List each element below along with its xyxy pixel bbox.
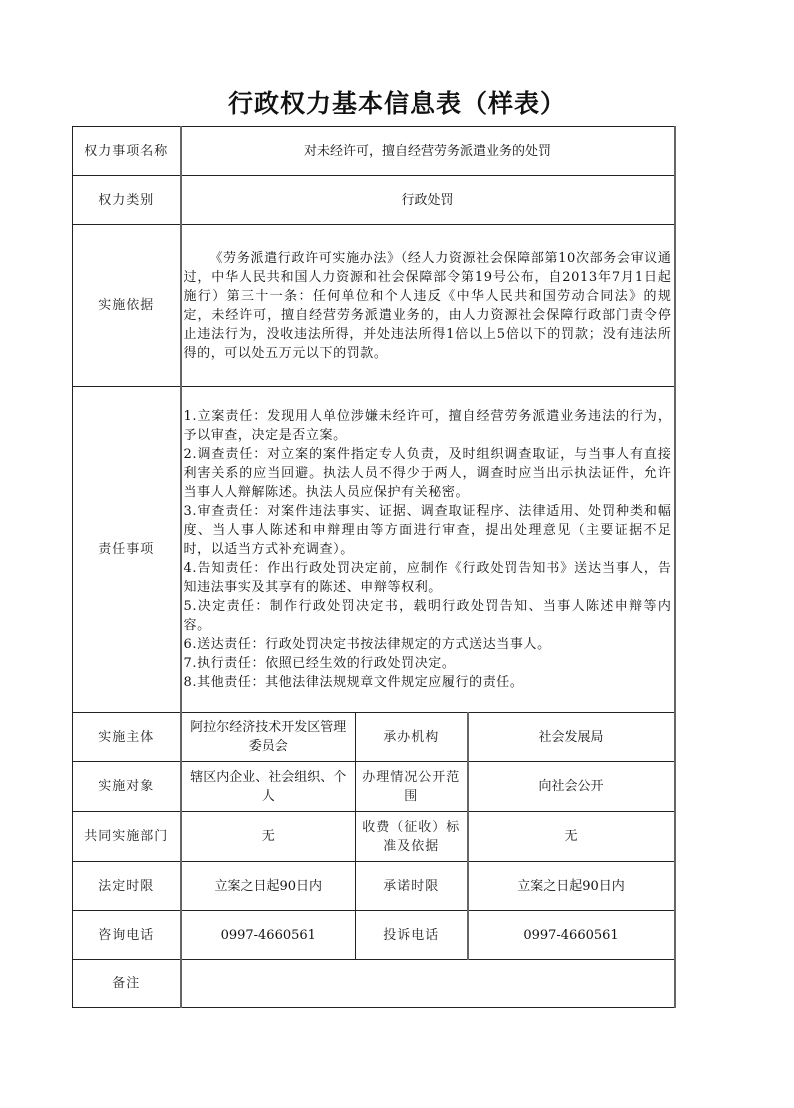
fee-label: 收费（征收）标准及依据 — [356, 812, 468, 862]
item-name-label: 权力事项名称 — [73, 127, 181, 176]
fee-value: 无 — [468, 812, 675, 862]
basis-label: 实施依据 — [73, 225, 181, 387]
row-category — [73, 176, 675, 225]
row-joint — [73, 812, 675, 862]
legal-time-limit-label: 法定时限 — [73, 862, 181, 911]
page-title: 行政权力基本信息表（样表） — [227, 89, 566, 118]
row-duties — [73, 387, 675, 713]
duty-item: 5.决定责任：制作行政处罚决定书，载明行政处罚告知、当事人陈述申辩等内容。 — [183, 599, 672, 633]
disclosure-label: 办理情况公开范围 — [356, 762, 468, 812]
duties-label: 责任事项 — [73, 387, 181, 713]
category-value: 行政处罚 — [181, 176, 675, 225]
consult-phone-label: 咨询电话 — [73, 911, 181, 960]
complaint-phone-value: 0997-4660561 — [468, 911, 675, 960]
legal-time-limit-value: 立案之日起90日内 — [181, 862, 356, 911]
row-phone — [73, 911, 675, 960]
row-basis — [73, 225, 675, 387]
remark-label: 备注 — [73, 960, 181, 1008]
promised-time-limit-value: 立案之日起90日内 — [468, 862, 675, 911]
handling-org-value: 社会发展局 — [468, 713, 675, 762]
item-name-value: 对未经许可，擅自经营劳务派遣业务的处罚 — [181, 127, 675, 176]
consult-phone-value: 0997-4660561 — [181, 911, 356, 960]
handling-org-label: 承办机构 — [356, 713, 468, 762]
subject-label: 实施主体 — [73, 713, 181, 762]
target-label: 实施对象 — [73, 762, 181, 812]
remark-value — [181, 960, 675, 1008]
disclosure-value: 向社会公开 — [468, 762, 675, 812]
row-item-name — [73, 127, 675, 176]
duty-item: 8.其他责任：其他法律法规规章文件规定应履行的责任。 — [183, 675, 524, 690]
row-remark — [73, 960, 675, 1008]
complaint-phone-label: 投诉电话 — [356, 911, 468, 960]
basis-text: 《劳务派遣行政许可实施办法》（经人力资源社会保障部第10次部务会审议通过，中华人民共和国人力资源和社会保障部令第19号公布，自2013年7月1日起施行）第三十一条：任何单位和个人违反《中华人民共和国劳动合同法》的规定，未经许可，擅自经营劳务派遣业务的，由人力资源社会保障行政部门责令停止违法行为，没收违法所得，并处违法所得1倍以上5倍以下的罚款；没有违法所得的，可以处五万元以下的罚款。 — [183, 250, 672, 361]
duty-item: 3.审查责任：对案件违法事实、证据、调查取证程序、法律适用、处罚种类和幅度、当人事人陈述和申辩理由等方面进行审查，提出处理意见（主要证据不足时，以适当方式补充调查）。 — [183, 504, 672, 557]
duty-item: 1.立案责任：发现用人单位涉嫌未经许可，擅自经营劳务派遣业务违法的行为，予以审查，决定是否立案。 — [183, 409, 672, 443]
promised-time-limit-label: 承诺时限 — [356, 862, 468, 911]
duty-item: 7.执行责任：依照已经生效的行政处罚决定。 — [183, 656, 456, 671]
duty-item: 2.调查责任：对立案的案件指定专人负责，及时组织调查取证，与当事人有直接利害关系的应当回避。执法人员不得少于两人，调查时应当出示执法证件，允许当事人人辩解陈述。执法人员应保护有关秘密。 — [183, 447, 672, 500]
target-value: 辖区内企业、社会组织、个人 — [181, 762, 356, 812]
category-label: 权力类别 — [73, 176, 181, 225]
duty-item: 4.告知责任：作出行政处罚决定前，应制作《行政处罚告知书》送达当事人，告知违法事实及其享有的陈述、申辩等权利。 — [183, 561, 672, 595]
subject-value: 阿拉尔经济技术开发区管理委员会 — [181, 713, 356, 762]
row-time-limit — [73, 862, 675, 911]
joint-dept-label: 共同实施部门 — [73, 812, 181, 862]
row-subject — [73, 713, 675, 762]
duty-item: 6.送达责任：行政处罚决定书按法律规定的方式送达当事人。 — [183, 637, 551, 652]
joint-dept-value: 无 — [181, 812, 356, 862]
duties-list — [181, 387, 675, 713]
row-target — [73, 762, 675, 812]
info-table — [72, 126, 676, 1008]
